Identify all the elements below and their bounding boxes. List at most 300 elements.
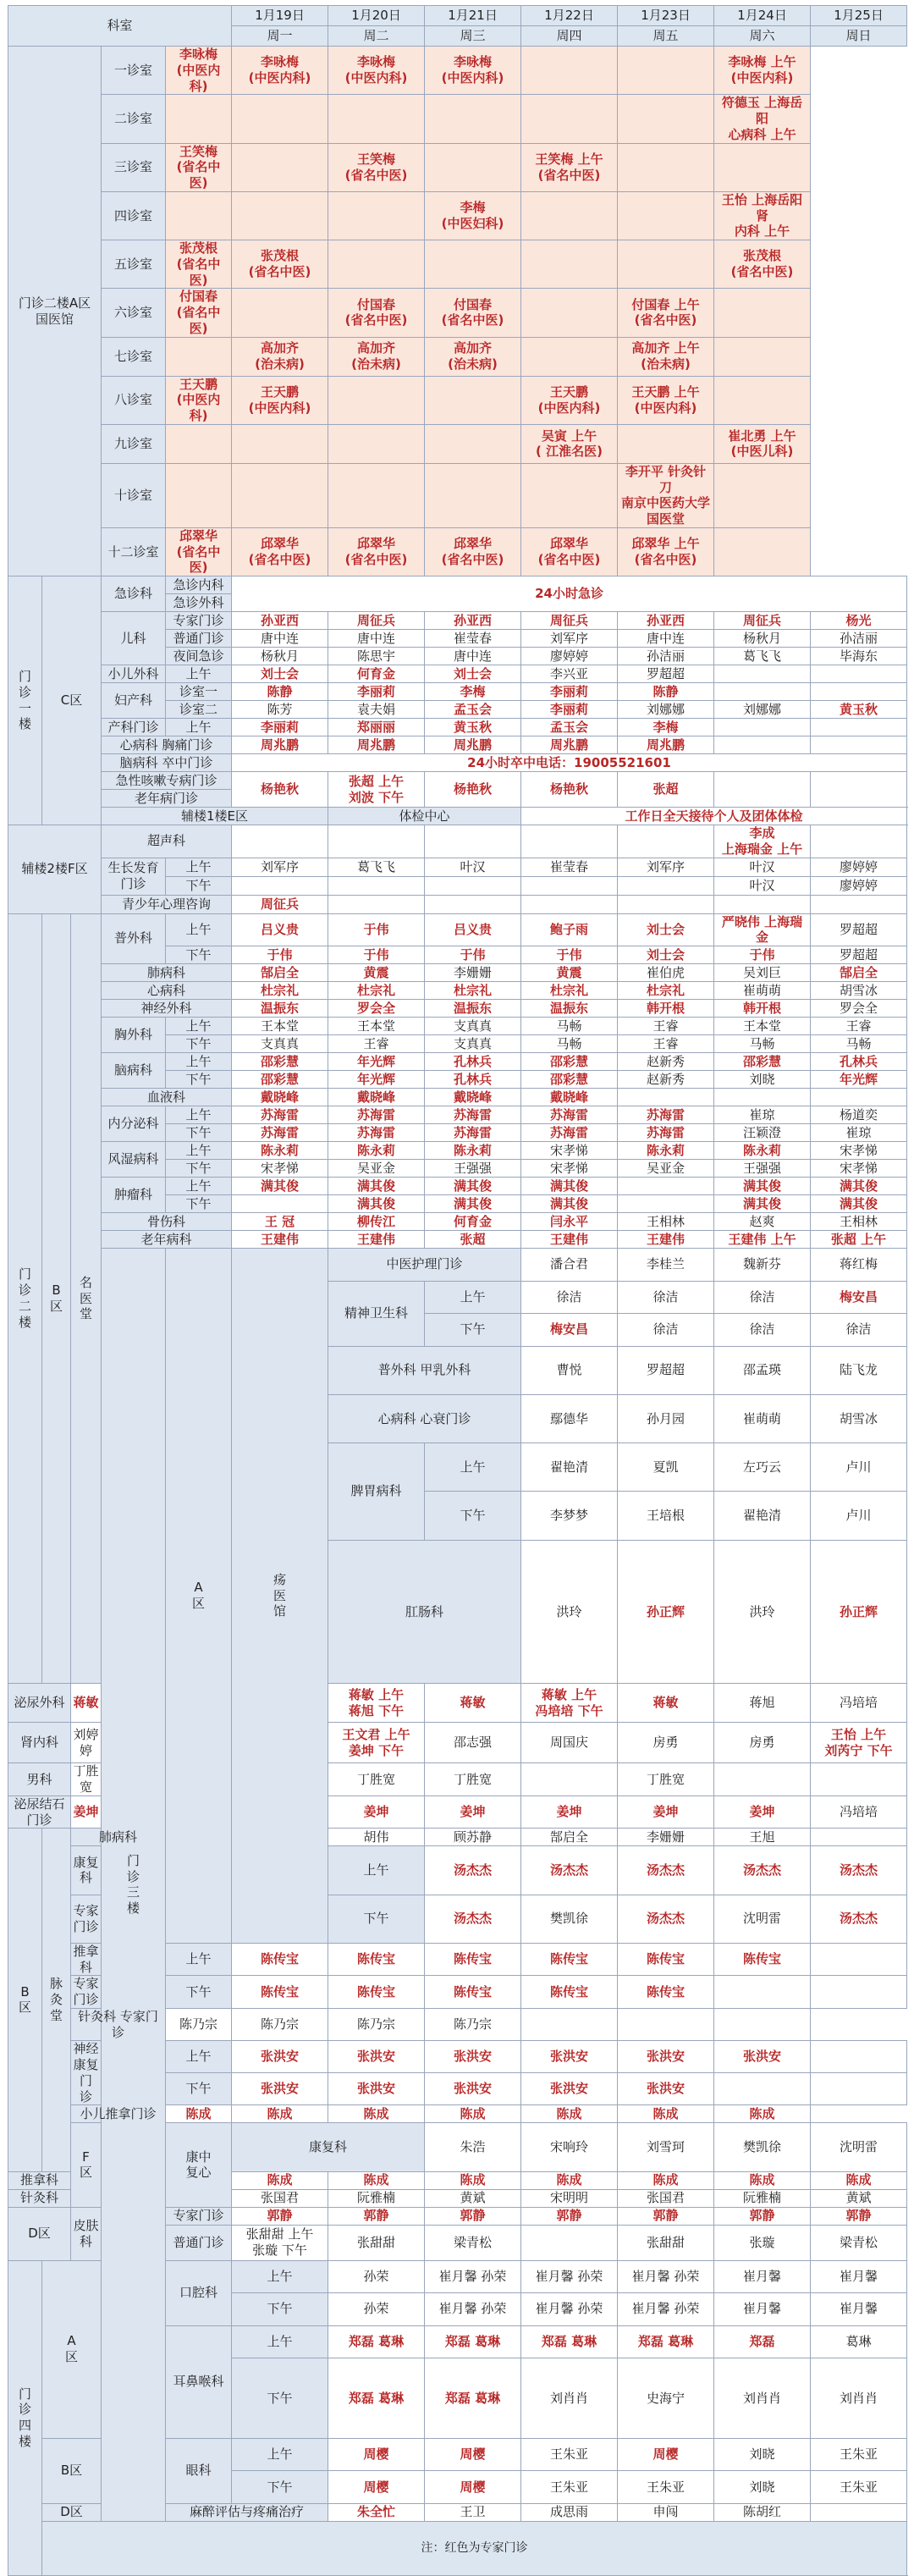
schedule-cell: 孙月园 [618, 1394, 714, 1442]
schedule-cell: 陈成 [232, 2105, 328, 2123]
schedule-cell [232, 463, 328, 527]
schedule-cell: 王本堂 [232, 1018, 328, 1035]
schedule-cell [328, 463, 425, 527]
schedule-row [8, 240, 907, 289]
schedule-cell: 邵彩慧 [714, 1053, 811, 1071]
schedule-cell [425, 876, 521, 895]
schedule-cell [811, 2503, 907, 2521]
department-label-cell: 上午 [166, 1053, 232, 1071]
schedule-row [8, 95, 907, 143]
schedule-cell: 梁青松 [811, 2225, 907, 2260]
schedule-cell: 赵新秀 [618, 1071, 714, 1089]
schedule-cell [811, 2041, 907, 2073]
schedule-cell: 汤杰杰 [811, 1895, 907, 1943]
area-label-cell: 康中 复心 [166, 2123, 232, 2207]
schedule-cell: 罗超超 [811, 946, 907, 964]
schedule-cell [811, 665, 907, 683]
schedule-cell: 李丽莉 [232, 719, 328, 736]
schedule-cell [328, 825, 425, 858]
schedule-cell: 赵爽 [714, 1213, 811, 1231]
schedule-cell: 陈乃宗 [328, 2008, 425, 2041]
schedule-cell: 汤杰杰 [618, 1895, 714, 1943]
schedule-cell: 孙正辉 [811, 1540, 907, 1684]
schedule-cell: 满其俊 [811, 1178, 907, 1195]
schedule-cell: 廖婷婷 [521, 648, 618, 665]
department-label-cell: 口腔科 [166, 2260, 232, 2325]
department-label-cell: 中医护理门诊 [328, 1249, 521, 1282]
date-cell: 1月21日 [425, 6, 521, 26]
schedule-row [8, 463, 907, 527]
schedule-cell: 郑磊 葛琳 [618, 2325, 714, 2358]
schedule-row [8, 143, 907, 191]
schedule-cell: 葛琳 [811, 2325, 907, 2358]
schedule-cell [618, 47, 714, 95]
schedule-row [8, 612, 907, 630]
department-label-cell: 上午 [166, 858, 232, 876]
department-label-cell: 风湿病科 [102, 1142, 166, 1178]
schedule-cell: 崔莹春 [425, 630, 521, 648]
schedule-cell: 陆飞龙 [811, 1346, 907, 1394]
schedule-cell: 郭静 [232, 2207, 328, 2225]
schedule-row [8, 1089, 907, 1106]
schedule-cell: 邱翠华 (省名中医) [232, 527, 328, 576]
department-label-cell: 心病科 [102, 982, 232, 1000]
schedule-cell: 苏海雷 [232, 1124, 328, 1142]
area-label-cell: A 区 [166, 1249, 232, 1944]
schedule-cell: 黄斌 [425, 2189, 521, 2207]
schedule-cell: 蒋旭 [714, 1684, 811, 1723]
department-label-cell: 下午 [232, 2293, 328, 2326]
schedule-cell: 戴晓峰 [521, 1089, 618, 1106]
schedule-cell: 唐中连 [618, 630, 714, 648]
schedule-cell: 宋明明 [521, 2189, 618, 2207]
schedule-cell [811, 1976, 907, 2009]
schedule-cell: 刘军序 [232, 858, 328, 876]
schedule-cell: 郑磊 葛琳 [328, 2358, 425, 2439]
schedule-cell: 李姗姗 [425, 964, 521, 982]
date-header-row [8, 6, 907, 26]
date-cell: 1月24日 [714, 6, 811, 26]
department-label-cell: 血液科 [102, 1089, 232, 1106]
schedule-cell: 杨艳秋 [425, 772, 521, 808]
schedule-cell: 刘士会 [425, 665, 521, 683]
schedule-cell: 赵新秀 [618, 1053, 714, 1071]
schedule-cell: 陈静 [618, 683, 714, 701]
schedule-cell: 孙洁丽 [811, 630, 907, 648]
department-label-cell: 推拿科 [71, 1943, 102, 1976]
schedule-cell: 满其俊 [425, 1178, 521, 1195]
schedule-cell: 李咏梅 上午 (中医内科) [714, 47, 811, 95]
department-label-cell: 上午 [232, 2325, 328, 2358]
weekday-cell: 周二 [328, 26, 425, 47]
schedule-cell: 王强强 [425, 1160, 521, 1178]
schedule-cell: 唐中连 [232, 630, 328, 648]
schedule-cell: 孙荣 [328, 2293, 425, 2326]
schedule-cell: 何育金 [425, 1213, 521, 1231]
schedule-cell: 汤杰杰 [618, 1846, 714, 1895]
department-label-cell: 专家门诊 [71, 1976, 102, 2009]
schedule-cell: 王强强 [714, 1160, 811, 1178]
schedule-cell: 付国春 (省名中医) [166, 289, 232, 337]
schedule-cell: 王朱亚 [811, 2438, 907, 2471]
schedule-cell: 陈传宝 [328, 1943, 425, 1976]
schedule-cell: 张国君 [232, 2189, 328, 2207]
schedule-cell: 郭静 [811, 2207, 907, 2225]
schedule-cell: 孔林兵 [425, 1071, 521, 1089]
schedule-cell: 陈永莉 [618, 1142, 714, 1160]
schedule-cell: 戴晓峰 [328, 1089, 425, 1106]
schedule-cell: 王文君 上午 姜坤 下午 [328, 1723, 425, 1763]
department-label-cell: 下午 [232, 2471, 328, 2504]
department-label-cell: 下午 [166, 1195, 232, 1213]
schedule-cell: 孙亚西 [425, 612, 521, 630]
department-label-cell: 神经外科 [102, 1000, 232, 1018]
department-label-cell: 皮肤科 [71, 2207, 102, 2260]
schedule-cell: 戴晓峰 [232, 1089, 328, 1106]
schedule-cell: 崔月馨 [714, 2293, 811, 2326]
schedule-cell: 李梦梦 [521, 1492, 618, 1540]
department-label-cell: 下午 [232, 2358, 328, 2439]
schedule-cell: 崔月馨 [811, 2260, 907, 2293]
schedule-cell [714, 665, 811, 683]
schedule-cell [714, 337, 811, 376]
department-label-cell: 体检中心 [328, 808, 521, 825]
weekday-cell: 周一 [232, 26, 328, 47]
schedule-cell: 苏海雷 [618, 1124, 714, 1142]
schedule-cell: 周征兵 [714, 612, 811, 630]
department-label-cell: 脾胃病科 [328, 1443, 425, 1541]
schedule-cell [811, 2073, 907, 2105]
schedule-cell: 洪玲 [714, 1540, 811, 1684]
schedule-cell: 陈永莉 [328, 1142, 425, 1160]
department-label-cell: 下午 [166, 1124, 232, 1142]
schedule-cell: 阮雅楠 [328, 2189, 425, 2207]
schedule-cell: 王笑梅 上午 (省名中医) [521, 143, 618, 191]
department-label-cell: 五诊室 [102, 240, 166, 289]
schedule-cell: 苏海雷 [328, 1124, 425, 1142]
schedule-cell: 梅安昌 [811, 1281, 907, 1314]
schedule-cell: 房勇 [618, 1723, 714, 1763]
schedule-cell: 孙洁丽 [618, 648, 714, 665]
schedule-cell: 叶汉 [714, 876, 811, 895]
schedule-cell [521, 191, 618, 240]
schedule-cell [521, 337, 618, 376]
schedule-cell [618, 2008, 714, 2041]
schedule-cell: 王怡 上午 刘芮宁 下午 [811, 1723, 907, 1763]
department-label-cell: 小儿推拿门诊 [71, 2105, 166, 2123]
schedule-row [8, 683, 907, 701]
schedule-cell: 张璇 [714, 2225, 811, 2260]
schedule-cell: 戴晓峰 [425, 1089, 521, 1106]
schedule-cell: 冯培培 [811, 1684, 907, 1723]
schedule-cell: 崔琼 [714, 1106, 811, 1124]
schedule-row [8, 772, 907, 790]
schedule-row [8, 1213, 907, 1231]
department-label-cell: 神经康复门 诊 [71, 2041, 102, 2105]
schedule-cell: 李姗姗 [618, 1829, 714, 1846]
department-label-cell: 四诊室 [102, 191, 166, 240]
schedule-cell [328, 191, 425, 240]
schedule-cell: 刘晓 [714, 1071, 811, 1089]
department-label-cell: 下午 [425, 1492, 521, 1540]
department-label-cell: 普外科 甲乳外科 [328, 1346, 521, 1394]
schedule-cell [618, 143, 714, 191]
schedule-cell [425, 95, 521, 143]
schedule-cell: 满其俊 [521, 1178, 618, 1195]
schedule-cell: 邵彩慧 [232, 1053, 328, 1071]
date-cell: 1月20日 [328, 6, 425, 26]
department-label-cell: 下午 [166, 876, 232, 895]
schedule-cell: 刘士会 [232, 665, 328, 683]
department-label-cell: 心病科 心衰门诊 [328, 1394, 521, 1442]
schedule-cell: 王睿 [618, 1035, 714, 1053]
schedule-cell: 张洪安 [618, 2041, 714, 2073]
schedule-cell: 唐中连 [328, 630, 425, 648]
schedule-cell [521, 47, 618, 95]
schedule-row [8, 337, 907, 376]
schedule-cell: 刘婷婷 [71, 1723, 102, 1763]
department-label-cell: 十诊室 [102, 463, 166, 527]
date-cell: 1月19日 [232, 6, 328, 26]
schedule-cell: 吕义贵 [232, 913, 328, 946]
schedule-cell: 陈成 [521, 2171, 618, 2189]
schedule-cell: 陈成 [811, 2171, 907, 2189]
schedule-cell: 汤杰杰 [811, 1846, 907, 1895]
area-label-cell: 辅楼2楼F区 [8, 825, 102, 914]
schedule-cell: 陈成 [328, 2171, 425, 2189]
department-label-cell: 九诊室 [102, 424, 166, 463]
department-label-cell: 急性咳嗽专病门诊 [102, 772, 232, 790]
schedule-cell: 鲍子雨 [521, 913, 618, 946]
schedule-cell: 胡雪冰 [811, 982, 907, 1000]
schedule-cell: 张洪安 [425, 2073, 521, 2105]
schedule-cell [425, 424, 521, 463]
area-label-cell: 门诊二楼A区 国医馆 [8, 47, 102, 576]
schedule-cell: 张国君 [618, 2189, 714, 2207]
schedule-cell: 陈芳 [232, 701, 328, 719]
schedule-cell: 郑磊 葛琳 [521, 2325, 618, 2358]
schedule-cell: 郜启全 [521, 1829, 618, 1846]
schedule-cell [232, 424, 328, 463]
schedule-cell: 支真真 [232, 1035, 328, 1053]
department-label-cell: 老年病门诊 [102, 790, 232, 808]
schedule-cell: 史海宁 [618, 2358, 714, 2439]
schedule-cell: 满其俊 [425, 1195, 521, 1213]
area-label-cell: 门 诊 一 楼 [8, 576, 42, 825]
schedule-cell: 郭静 [618, 2207, 714, 2225]
schedule-cell: 叶汉 [425, 858, 521, 876]
schedule-cell: 孙荣 [328, 2260, 425, 2293]
schedule-cell: 刘军序 [521, 630, 618, 648]
schedule-cell: 王朱亚 [811, 2471, 907, 2504]
schedule-cell: 李兴亚 [521, 665, 618, 683]
schedule-cell: 陈乃宗 [425, 2008, 521, 2041]
schedule-cell: 王建伟 [328, 1231, 425, 1249]
schedule-cell: 李丽莉 [328, 683, 425, 701]
department-label-cell: 泌尿结石门诊 [8, 1795, 71, 1829]
schedule-cell [521, 2008, 618, 2041]
schedule-cell: 丁胜宽 [618, 1763, 714, 1796]
schedule-cell [618, 1089, 714, 1106]
schedule-cell: 苏海雷 [328, 1106, 425, 1124]
schedule-cell: 马畅 [714, 1035, 811, 1053]
schedule-cell: 王建伟 [521, 1231, 618, 1249]
schedule-cell: 张洪安 [521, 2041, 618, 2073]
department-label-cell: 麻醉评估与疼痛治疗 [166, 2503, 328, 2521]
schedule-cell [714, 719, 811, 736]
schedule-cell: 郑丽丽 [328, 719, 425, 736]
schedule-page [8, 5, 906, 2576]
department-label-cell: 下午 [166, 1071, 232, 1089]
schedule-cell [328, 95, 425, 143]
schedule-cell: 郭静 [714, 2207, 811, 2225]
schedule-cell: 张洪安 [618, 2073, 714, 2105]
outpatient-schedule-table [8, 5, 907, 2576]
schedule-cell: 吴亚金 [618, 1160, 714, 1178]
schedule-cell [521, 1763, 618, 1796]
schedule-row [8, 1178, 907, 1195]
schedule-cell: 廖婷婷 [811, 876, 907, 895]
department-label-cell: 下午 [166, 2073, 232, 2105]
schedule-cell: 王怡 上海岳阳 肾 内科 上午 [714, 191, 811, 240]
schedule-cell: 高加齐 (治未病) [425, 337, 521, 376]
schedule-cell: 崔北勇 上午 (中医儿科) [714, 424, 811, 463]
schedule-cell [811, 736, 907, 754]
area-label-cell: D区 [8, 2207, 71, 2260]
department-label-cell: 上午 [166, 665, 232, 683]
schedule-cell: 姜坤 [328, 1795, 425, 1829]
schedule-cell: 刘雪珂 [618, 2123, 714, 2171]
schedule-cell: 黄震 [521, 964, 618, 982]
schedule-cell: 张茂根 (省名中医) [166, 240, 232, 289]
weekday-cell: 周六 [714, 26, 811, 47]
schedule-cell [714, 1763, 811, 1796]
schedule-cell: 申闯 [618, 2503, 714, 2521]
schedule-cell [521, 2225, 618, 2260]
schedule-row [8, 913, 907, 946]
footnote: 注：红色为专家门诊 [42, 2521, 907, 2575]
schedule-cell: 崔月馨 孙荣 [521, 2260, 618, 2293]
schedule-cell [521, 876, 618, 895]
schedule-row [8, 289, 907, 337]
schedule-cell [714, 2073, 811, 2105]
department-label-cell: 下午 [166, 1976, 232, 2009]
schedule-cell: 24小时急诊 [232, 576, 907, 612]
schedule-cell: 陈成 [714, 2105, 811, 2123]
schedule-cell: 徐洁 [618, 1281, 714, 1314]
schedule-cell: 张超 [618, 772, 714, 808]
schedule-cell: 张洪安 [328, 2041, 425, 2073]
area-label-cell: 辅楼1楼E区 [102, 808, 328, 825]
schedule-cell: 王天鹏 上午 (中医内科) [618, 376, 714, 424]
schedule-cell [714, 736, 811, 754]
department-label-cell: 八诊室 [102, 376, 166, 424]
department-label-cell: 上午 [328, 1846, 425, 1895]
schedule-cell [714, 683, 811, 701]
schedule-cell: 满其俊 [714, 1195, 811, 1213]
schedule-cell: 刘肖肖 [811, 2358, 907, 2439]
schedule-cell: 汤杰杰 [521, 1846, 618, 1895]
schedule-cell: 苏海雷 [425, 1124, 521, 1142]
schedule-cell [618, 95, 714, 143]
schedule-cell: 唐中连 [425, 648, 521, 665]
schedule-cell: 洪玲 [521, 1540, 618, 1684]
schedule-cell [328, 424, 425, 463]
schedule-cell: 孙正辉 [618, 1540, 714, 1684]
department-label-cell: 老年病科 [102, 1231, 232, 1249]
date-cell: 1月25日 [811, 6, 907, 26]
schedule-cell: 周樱 [425, 2438, 521, 2471]
schedule-cell [232, 95, 328, 143]
schedule-cell: 罗会全 [328, 1000, 425, 1018]
schedule-cell: 王睿 [811, 1018, 907, 1035]
schedule-cell: 宋孝悌 [521, 1160, 618, 1178]
schedule-cell: 24小时卒中电话：19005521601 [232, 754, 907, 772]
schedule-cell: 卢川 [811, 1443, 907, 1492]
area-label-cell: 疡 医 馆 [232, 1249, 328, 1944]
department-label-cell: 心病科 胸痛门诊 [102, 736, 232, 754]
schedule-cell: 周兆鹏 [618, 736, 714, 754]
department-label-cell: 脑病科 [102, 1053, 166, 1089]
schedule-cell: 郑磊 葛琳 [328, 2325, 425, 2358]
department-label-cell: 肿瘤科 [102, 1178, 166, 1213]
date-cell: 1月23日 [618, 6, 714, 26]
schedule-cell [425, 825, 521, 858]
schedule-cell: 徐洁 [618, 1314, 714, 1347]
schedule-cell: 宋孝悌 [811, 1160, 907, 1178]
schedule-cell [618, 825, 714, 858]
schedule-cell [811, 1943, 907, 1976]
schedule-cell [166, 424, 232, 463]
department-label-cell: 诊室一 [166, 683, 232, 701]
schedule-cell: 张超 [425, 1231, 521, 1249]
schedule-cell: 郭静 [521, 2207, 618, 2225]
schedule-cell: 崔萌萌 [714, 1394, 811, 1442]
schedule-cell [714, 1089, 811, 1106]
department-label-cell: 上午 [166, 1943, 232, 1976]
schedule-cell: 刘晓 [714, 2438, 811, 2471]
schedule-cell: 陈乃宗 [232, 2008, 328, 2041]
schedule-cell: 王天鹏 (中医内科) [521, 376, 618, 424]
schedule-cell: 孟玉会 [521, 719, 618, 736]
schedule-cell: 宋孝悌 [811, 1142, 907, 1160]
schedule-cell: 王建伟 上午 [714, 1231, 811, 1249]
department-label-cell: 康复科 [232, 2123, 425, 2171]
schedule-cell [714, 1976, 811, 2009]
schedule-cell: 邵彩慧 [521, 1071, 618, 1089]
schedule-cell: 于伟 [232, 946, 328, 964]
schedule-cell: 郑磊 葛琳 [425, 2325, 521, 2358]
schedule-cell: 葛飞飞 [714, 648, 811, 665]
schedule-cell: 翟艳清 [714, 1492, 811, 1540]
schedule-cell [521, 825, 618, 858]
schedule-cell [714, 463, 811, 527]
schedule-cell: 卢川 [811, 1492, 907, 1540]
schedule-cell: 于伟 [521, 946, 618, 964]
schedule-cell: 张超 上午 刘波 下午 [328, 772, 425, 808]
department-label-cell: 上午 [166, 1018, 232, 1035]
schedule-cell: 黄玉秋 [425, 719, 521, 736]
schedule-cell [714, 895, 811, 913]
schedule-cell: 周征兵 [521, 612, 618, 630]
schedule-cell: 郑磊 [714, 2325, 811, 2358]
schedule-cell: 闫永平 [521, 1213, 618, 1231]
department-label-cell: 上午 [232, 2438, 328, 2471]
schedule-cell: 罗超超 [618, 1346, 714, 1394]
schedule-row [8, 576, 907, 594]
schedule-cell: 张茂根 (省名中医) [232, 240, 328, 289]
schedule-cell: 李梅 (中医妇科) [425, 191, 521, 240]
